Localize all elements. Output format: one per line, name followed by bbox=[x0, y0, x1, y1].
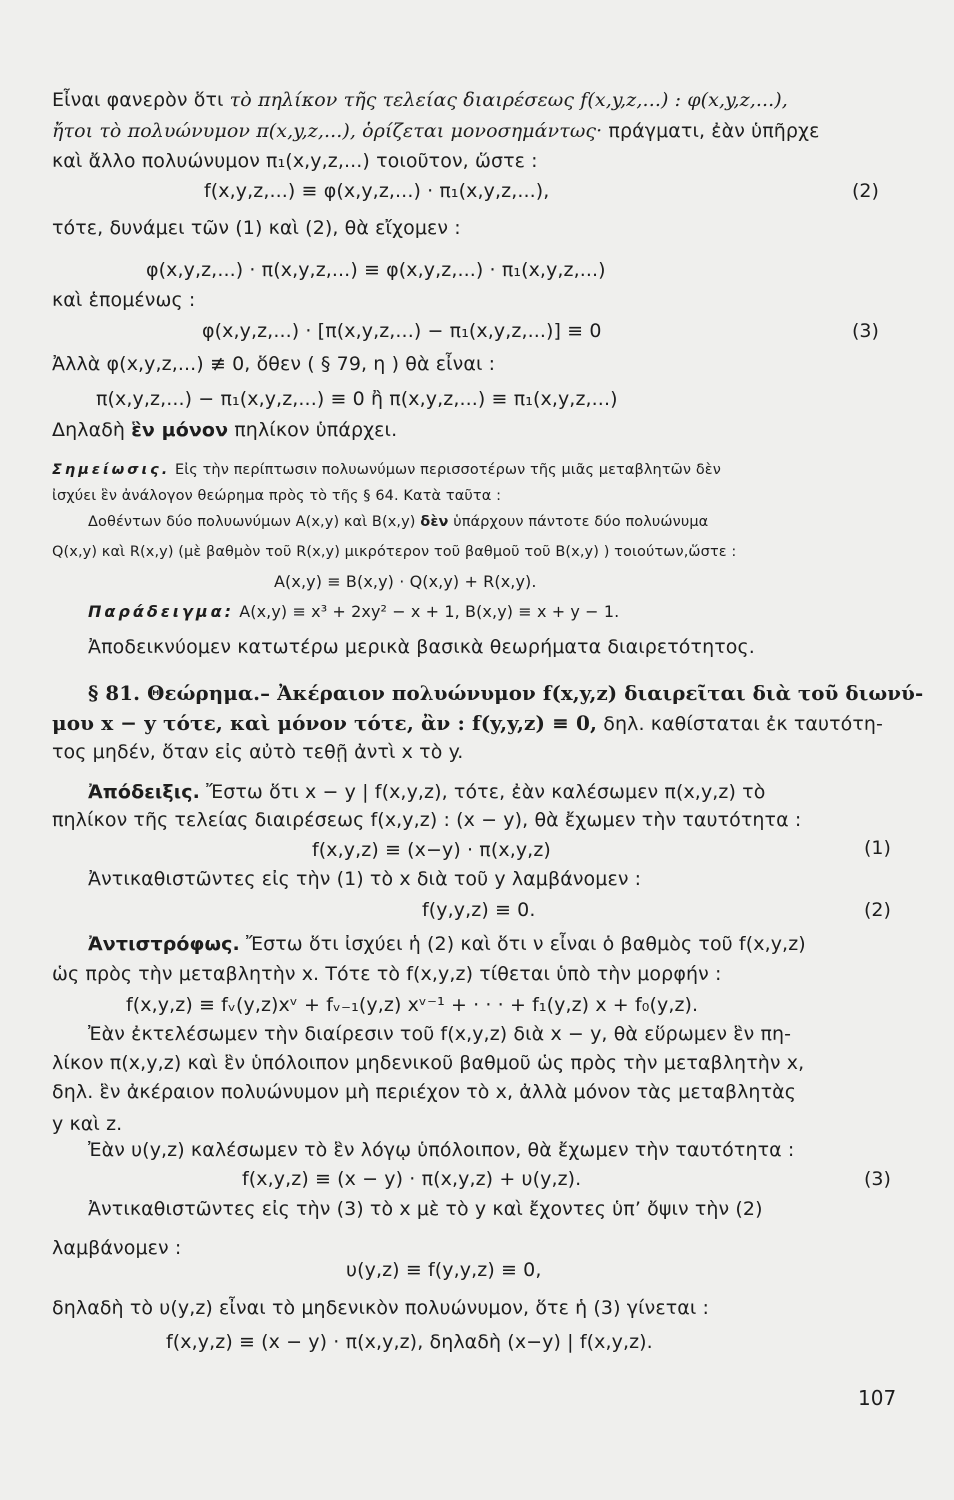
theorem-heading: § 81. Θεώρημα.– Ἀκέραιον πολυώνυμον f(x,y,z) διαιρεῖται διὰ τοῦ διωνύ- bbox=[88, 681, 924, 705]
equation-number: (2) bbox=[864, 899, 891, 921]
example-label: Παράδειγμα: bbox=[88, 602, 235, 621]
text-span: Ἔστω ὅτι ἰσχύει ἡ (2) καὶ ὅτι ν εἶναι ὁ βαθμὸς τοῦ f(x,y,z) bbox=[239, 933, 806, 955]
text-line-9: Ἀλλὰ φ(x,y,z,...) ≢ 0, ὅθεν ( § 79, η ) θὰ εἶναι : bbox=[52, 353, 496, 375]
equation-number: (3) bbox=[864, 1168, 891, 1190]
converse-line-6: δηλ. ἓν ἀκέραιον πολυώνυμον μὴ περιέχον τὸ x, ἀλλὰ μόνον τὰς μεταβλητὰς bbox=[52, 1081, 796, 1103]
converse-line-11: λαμβάνομεν : bbox=[52, 1237, 182, 1259]
converse-line-7: y καὶ z. bbox=[52, 1113, 123, 1135]
text-span: Εἰς τὴν περίπτωσιν πολυωνύμων περισσοτέρων τῆς μιᾶς μεταβλητῶν δὲν bbox=[170, 462, 721, 478]
theorem-line-2 bbox=[52, 711, 883, 736]
proof-equation-1: f(x,y,z) ≡ (x−y) · π(x,y,z) bbox=[312, 839, 551, 861]
polynomial-form: f(x,y,z) ≡ fᵥ(y,z)xᵛ + fᵥ₋₁(y,z) xᵛ⁻¹ + · · · + f₁(y,z) x + f₀(y,z). bbox=[126, 994, 699, 1016]
page-number: 107 bbox=[858, 1386, 897, 1410]
text-span: Δοθέντων δύο πολυωνύμων A(x,y) καὶ B(x,y) bbox=[88, 514, 421, 530]
text-span: ὑπάρχουν πάντοτε δύο πολυώνυμα bbox=[448, 514, 709, 530]
equation-3: φ(x,y,z,...) · [π(x,y,z,...) − π₁(x,y,z,...)] ≡ 0 bbox=[202, 320, 602, 342]
text-span: πηλίκον ὑπάρχει. bbox=[228, 419, 398, 441]
text-line-2 bbox=[52, 119, 820, 143]
text-line-1 bbox=[52, 88, 788, 112]
text-line-3: καὶ ἄλλο πολυώνυμον π₁(x,y,z,...) τοιοῦτον, ὥστε : bbox=[52, 150, 538, 172]
converse-line-1 bbox=[88, 932, 806, 956]
note-line-1 bbox=[52, 460, 721, 480]
text-span: A(x,y) ≡ x³ + 2xy² − x + 1, B(x,y) ≡ x + y − 1. bbox=[234, 602, 620, 621]
equation-2: f(x,y,z,...) ≡ φ(x,y,z,...) · π₁(x,y,z,...), bbox=[204, 180, 550, 202]
final-equation: f(x,y,z) ≡ (x − y) · π(x,y,z), δηλαδὴ (x−y) | f(x,y,z). bbox=[166, 1331, 653, 1353]
converse-line-13: δηλαδὴ τὸ υ(y,z) εἶναι τὸ μηδενικὸν πολυώνυμον, ὅτε ἡ (3) γίνεται : bbox=[52, 1297, 710, 1319]
proof-line-1 bbox=[88, 780, 765, 804]
text-line-7: καὶ ἑπομένως : bbox=[52, 289, 196, 311]
converse-line-4: Ἐὰν ἐκτελέσωμεν τὴν διαίρεσιν τοῦ f(x,y,z) διὰ x − y, θὰ εὕρωμεν ἓν πη- bbox=[88, 1023, 792, 1045]
text-span: Ἔστω ὅτι x − y | f(x,y,z), τότε, ἐὰν καλέσωμεν π(x,y,z) τὸ bbox=[199, 781, 766, 803]
equation-a: φ(x,y,z,...) · π(x,y,z,...) ≡ φ(x,y,z,...) · π₁(x,y,z,...) bbox=[146, 259, 606, 281]
proof-label: Ἀπόδειξις. bbox=[88, 781, 200, 803]
bold-span: μου x − y τότε, καὶ μόνον τότε, ἂν : f(y,y,z) ≡ 0, bbox=[52, 711, 598, 735]
note-line-3 bbox=[88, 512, 708, 532]
text-line-5: τότε, δυνάμει τῶν (1) καὶ (2), θὰ εἴχομεν : bbox=[52, 217, 461, 239]
equation-number: (3) bbox=[852, 320, 879, 342]
converse-line-10: Ἀντικαθιστῶντες εἰς τὴν (3) τὸ x μὲ τὸ y καὶ ἔχοντες ὑπ’ ὄψιν τὴν (2) bbox=[88, 1198, 763, 1220]
converse-line-5: λίκον π(x,y,z) καὶ ἓν ὑπόλοιπον μηδενικοῦ βαθμοῦ ὡς πρὸς τὴν μεταβλητὴν x, bbox=[52, 1052, 805, 1074]
text-span: Δηλαδὴ bbox=[52, 419, 132, 441]
bold-span: ἓν μόνον bbox=[131, 419, 229, 441]
proof-equation-2: f(y,y,z) ≡ 0. bbox=[422, 899, 536, 921]
intro-line: Ἀποδεικνύομεν κατωτέρω μερικὰ βασικὰ θεωρήματα διαιρετότητος. bbox=[88, 636, 755, 658]
converse-line-8: Ἐὰν υ(y,z) καλέσωμεν τὸ ἓν λόγῳ ὑπόλοιπον, θὰ ἔχωμεν τὴν ταυτότητα : bbox=[88, 1139, 795, 1161]
proof-equation-4: υ(y,z) ≡ f(y,y,z) ≡ 0, bbox=[346, 1259, 542, 1281]
note-label: Σημείωσις. bbox=[52, 462, 171, 478]
bold-span: δὲν bbox=[420, 514, 449, 530]
proof-equation-3: f(x,y,z) ≡ (x − y) · π(x,y,z) + υ(y,z). bbox=[242, 1168, 582, 1190]
proof-line-2: πηλίκον τῆς τελείας διαιρέσεως f(x,y,z) : (x − y), θὰ ἔχωμεν τὴν ταυτότητα : bbox=[52, 809, 802, 831]
text-span: Εἶναι φανερὸν ὅτι bbox=[52, 89, 230, 111]
proof-line-4: Ἀντικαθιστῶντες εἰς τὴν (1) τὸ x διὰ τοῦ y λαμβάνομεν : bbox=[88, 868, 642, 890]
text-span: δηλ. καθίσταται ἐκ ταυτότη- bbox=[597, 713, 884, 735]
note-line-2: ἰσχύει ἓν ἀνάλογον θεώρημα πρὸς τὸ τῆς § 64. Κατὰ ταῦτα : bbox=[52, 488, 502, 504]
note-line-4: Q(x,y) καὶ R(x,y) (μὲ βαθμὸν τοῦ R(x,y) μικρότερον τοῦ βαθμοῦ τοῦ B(x,y) ) τοιούτων,ὥστε : bbox=[52, 544, 737, 560]
italic-span: τὸ πηλίκον τῆς τελείας διαιρέσεως f(x,y,z,...) : φ(x,y,z,...), bbox=[229, 89, 788, 111]
italic-span: ἤτοι τὸ πολυώνυμον π(x,y,z,...), ὁρίζεται μονοσημάντως· bbox=[52, 120, 603, 142]
equation-b: π(x,y,z,...) − π₁(x,y,z,...) ≡ 0 ἢ π(x,y,z,...) ≡ π₁(x,y,z,...) bbox=[96, 388, 618, 410]
note-equation: A(x,y) ≡ B(x,y) · Q(x,y) + R(x,y). bbox=[274, 572, 537, 591]
equation-number: (1) bbox=[864, 837, 891, 859]
theorem-line-3: τος μηδέν, ὅταν εἰς αὐτὸ τεθῇ ἀντὶ x τὸ y. bbox=[52, 741, 464, 763]
converse-label: Ἀντιστρόφως. bbox=[88, 933, 240, 955]
equation-number: (2) bbox=[852, 180, 879, 202]
example-line bbox=[88, 600, 619, 624]
text-line-11 bbox=[52, 418, 397, 442]
converse-line-2: ὡς πρὸς τὴν μεταβλητὴν x. Τότε τὸ f(x,y,z) τίθεται ὑπὸ τὴν μορφήν : bbox=[52, 963, 722, 985]
text-span: πράγματι, ἐὰν ὑπῆρχε bbox=[602, 120, 820, 142]
